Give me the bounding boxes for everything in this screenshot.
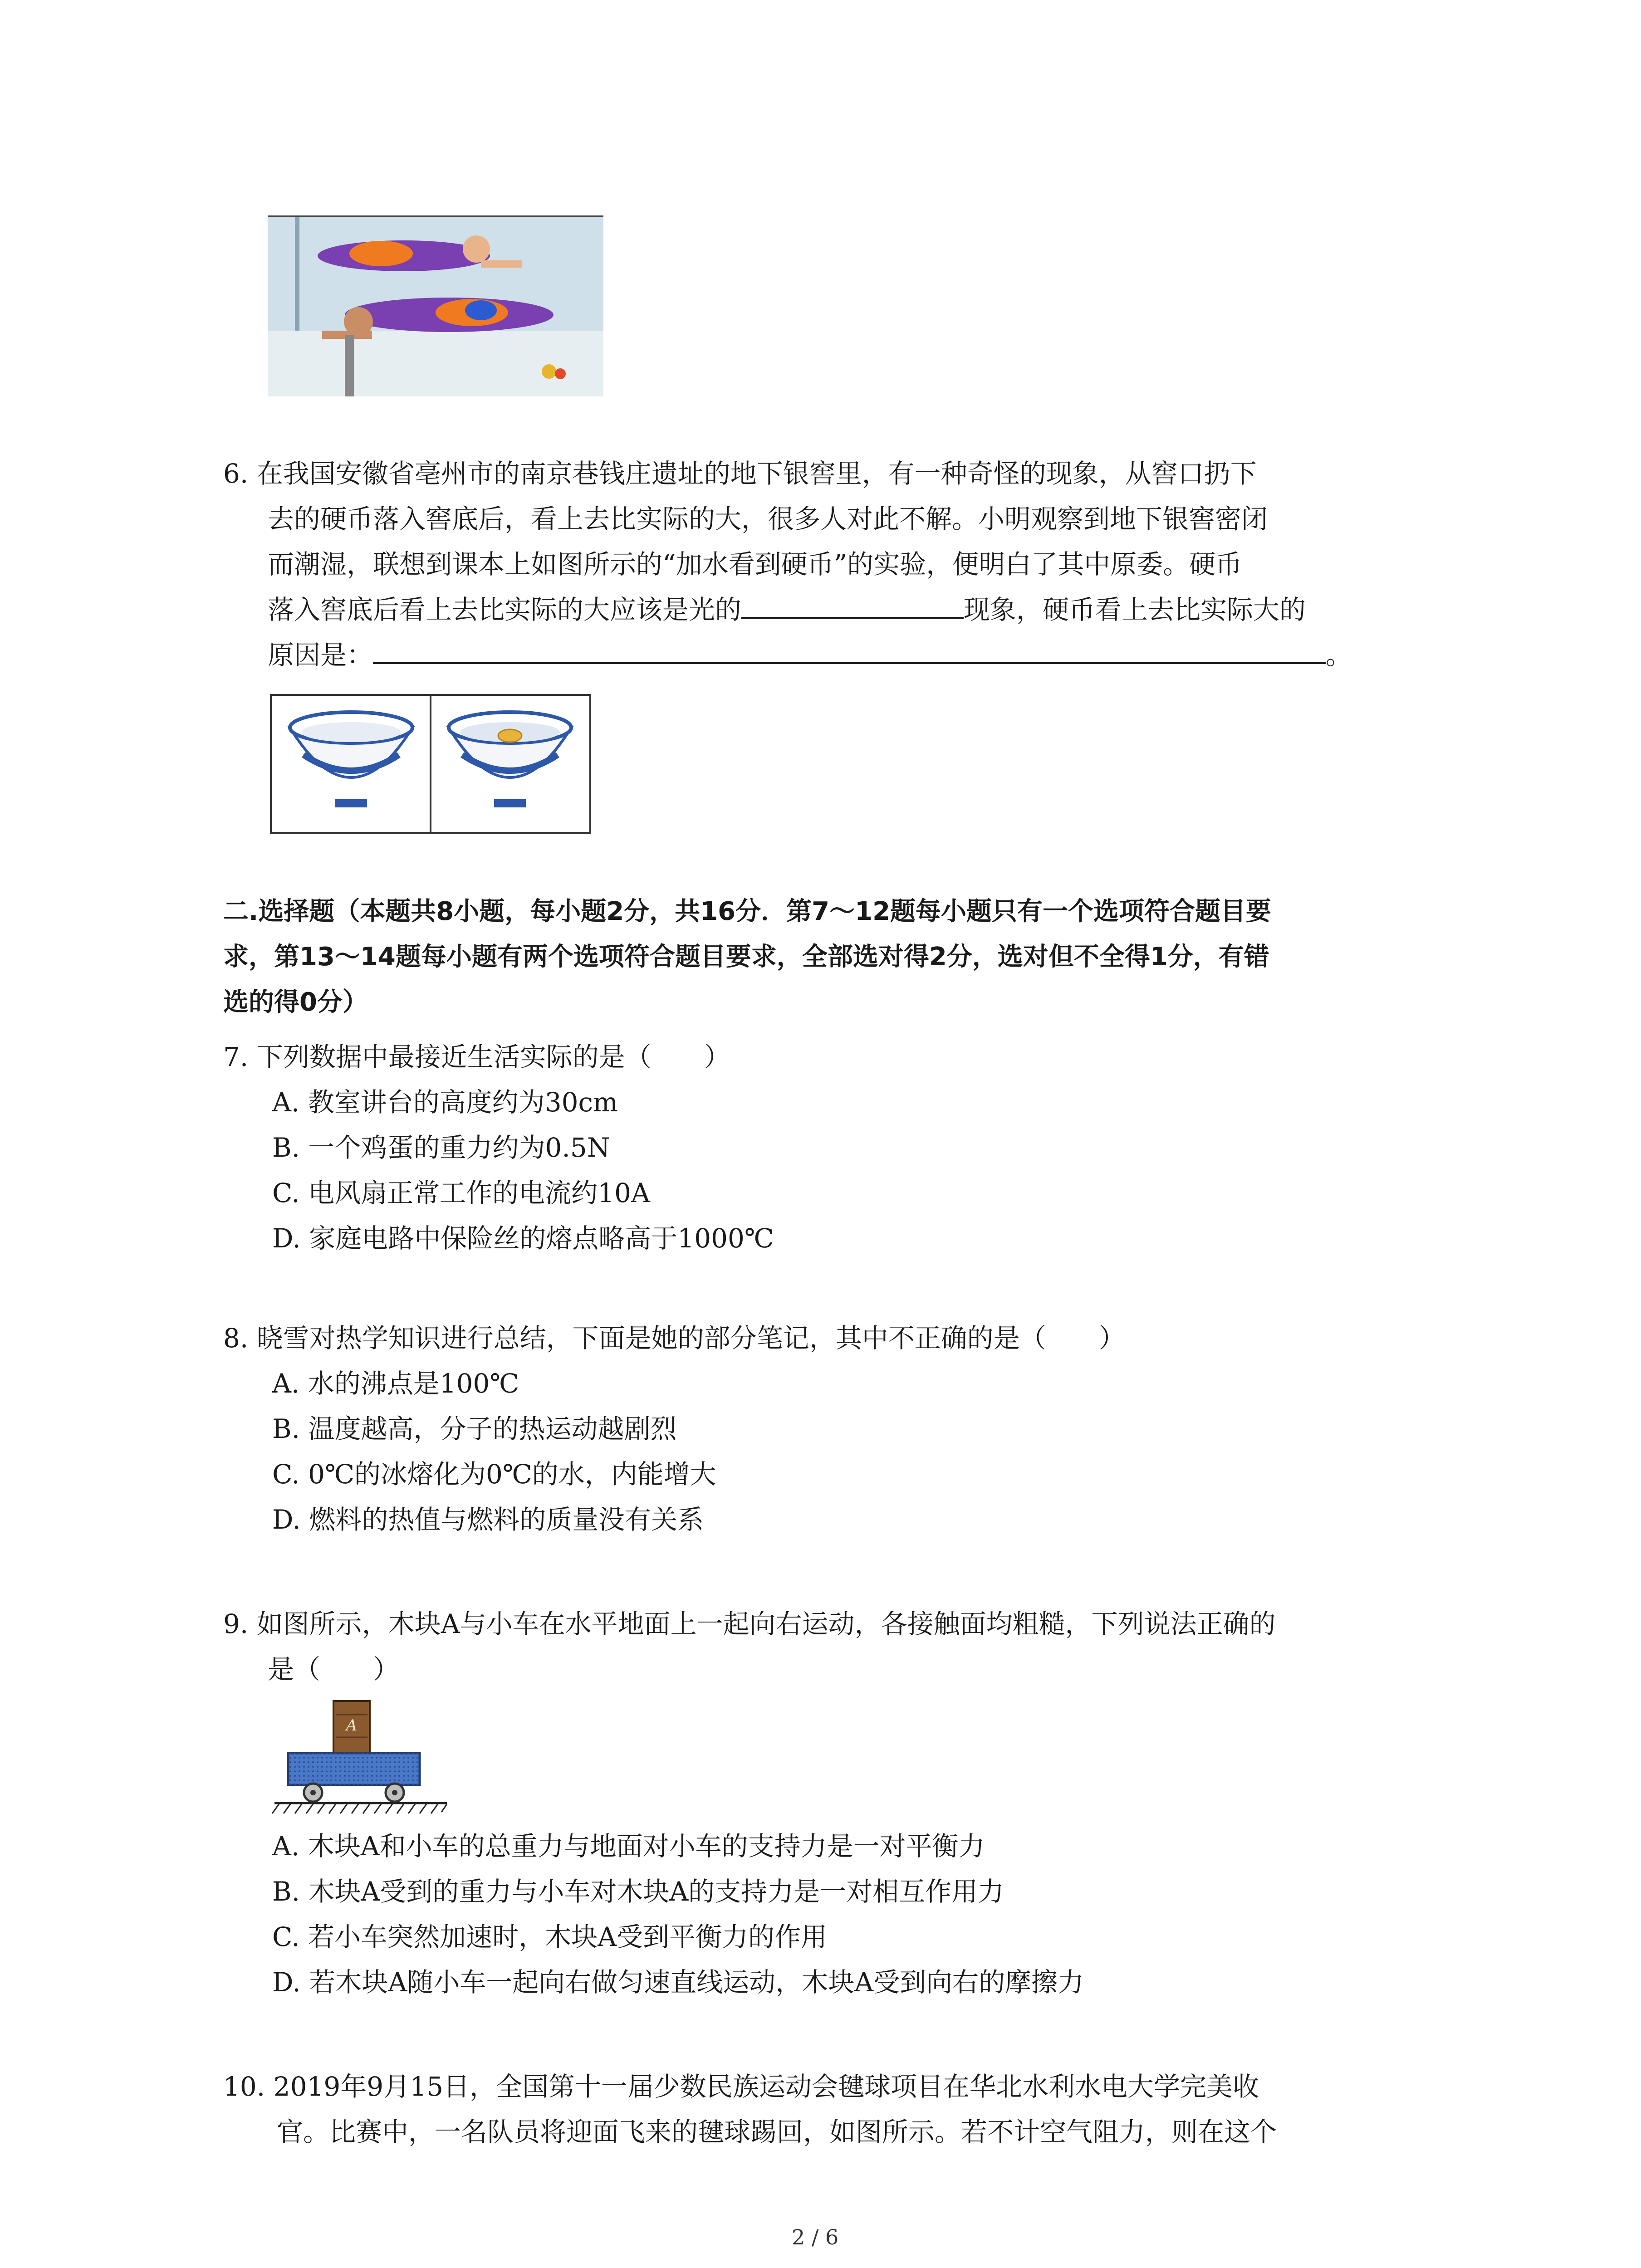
q6-line4 — [268, 587, 1306, 632]
q7-option-b[interactable]: B. 一个鸡蛋的重力约为0.5N — [272, 1132, 610, 1163]
q8-option-c[interactable]: C. 0℃的冰熔化为0℃的水，内能增大 — [272, 1459, 716, 1490]
q8-option-b[interactable]: B. 温度越高，分子的热运动越剧烈 — [272, 1413, 677, 1444]
acrobat-photo — [268, 215, 603, 396]
q6-line2: 去的硬币落入窖底后，看上去比实际的大，很多人对此不解。小明观察到地下银窖密闭 — [268, 503, 1268, 534]
q9-line1: 9. 如图所示，木块A与小车在水平地面上一起向右运动，各接触面均粗糙，下列说法正确的 — [223, 1608, 1276, 1639]
section2-heading-line3: 选的得0分） — [223, 987, 368, 1017]
cart-figure — [270, 1696, 451, 1819]
answer-blank-1[interactable] — [741, 616, 964, 619]
section2-heading-line2: 求，第13～14题每小题有两个选项符合题目要求，全部选对得2分，选对但不全得1分，有错 — [223, 942, 1269, 972]
q6-line4-text-a: 落入窖底后看上去比实际的大应该是光的 — [268, 594, 742, 625]
q6-line3: 而潮湿，联想到课本上如图所示的“加水看到硬币”的实验，便明白了其中原委。硬币 — [268, 549, 1242, 580]
q10-line2: 官。比赛中，一名队员将迎面飞来的毽球踢回，如图所示。若不计空气阻力，则在这个 — [277, 2116, 1277, 2147]
section2-heading-line1: 二.选择题（本题共8小题，每小题2分，共16分．第7～12题每小题只有一个选项符合题目要 — [223, 897, 1272, 926]
q10-line1: 10. 2019年9月15日，全国第十一届少数民族运动会毽球项目在华北水利水电大学完美收 — [223, 2071, 1259, 2102]
empty-bowl-icon — [290, 712, 412, 807]
q7-option-d[interactable]: D. 家庭电路中保险丝的熔点略高于1000℃ — [272, 1223, 774, 1254]
q8-option-a[interactable]: A. 水的沸点是100℃ — [272, 1368, 519, 1399]
q7-option-a[interactable]: A. 教室讲台的高度约为30cm — [272, 1087, 618, 1118]
q9-option-c[interactable]: C. 若小车突然加速时，木块A受到平衡力的作用 — [272, 1921, 828, 1952]
answer-blank-2[interactable] — [373, 662, 1326, 664]
q7-stem: 7. 下列数据中最接近生活实际的是（ ） — [223, 1041, 730, 1072]
bowls-figure — [270, 694, 591, 834]
q9-line2: 是（ ） — [268, 1654, 400, 1685]
page-number: 2 / 6 — [792, 2225, 839, 2249]
block-a-label: A — [346, 1716, 358, 1735]
q6-line1: 6. 在我国安徽省亳州市的南京巷钱庄遗址的地下银窖里，有一种奇怪的现象，从窖口扔下 — [223, 458, 1257, 489]
q6-line5 — [268, 632, 1352, 678]
q7-option-c[interactable]: C. 电风扇正常工作的电流约10A — [272, 1178, 650, 1208]
q9-option-a[interactable]: A. 木块A和小车的总重力与地面对小车的支持力是一对平衡力 — [272, 1831, 985, 1862]
q9-option-b[interactable]: B. 木块A受到的重力与小车对木块A的支持力是一对相互作用力 — [272, 1876, 1004, 1907]
q6-line5-text-b: 。 — [1326, 640, 1352, 670]
q6-line4-text-b: 现象，硬币看上去比实际大的 — [964, 594, 1306, 625]
q8-option-d[interactable]: D. 燃料的热值与燃料的质量没有关系 — [272, 1504, 704, 1535]
bowl-with-coin-icon — [449, 712, 571, 807]
cart-illustration — [270, 1696, 451, 1819]
bowls-illustration — [272, 696, 589, 832]
acrobat-illustration — [268, 217, 603, 396]
q6-line5-text-a: 原因是： — [268, 640, 373, 670]
q9-option-d[interactable]: D. 若木块A随小车一起向右做匀速直线运动，木块A受到向右的摩擦力 — [272, 1967, 1084, 1998]
q8-stem: 8. 晓雪对热学知识进行总结，下面是她的部分笔记，其中不正确的是（ ） — [223, 1323, 1125, 1354]
